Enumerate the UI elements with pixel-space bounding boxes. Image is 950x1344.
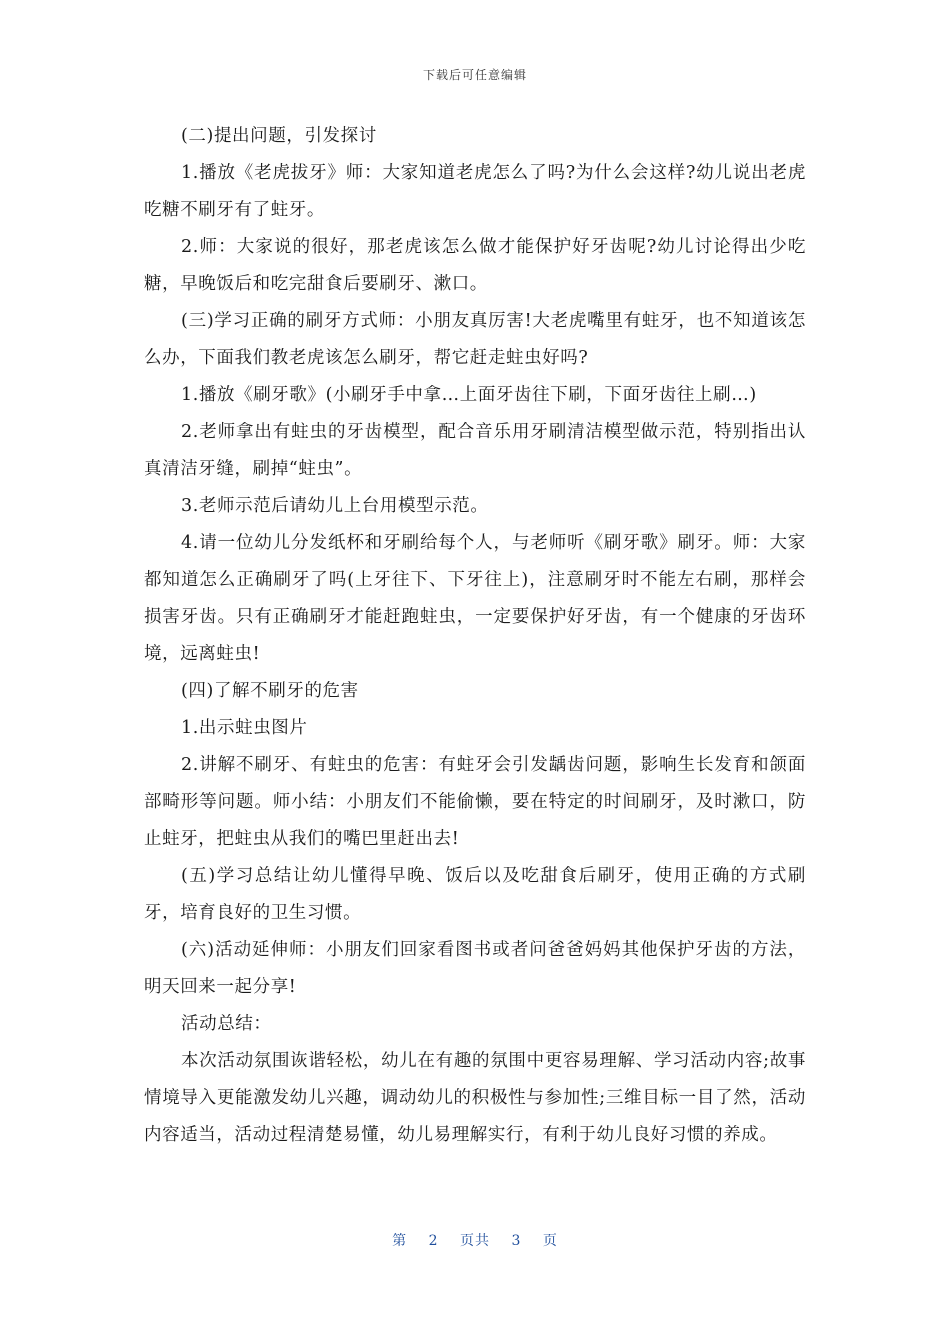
- current-page-number: 2: [428, 1233, 439, 1249]
- section-heading-5: (五)学习总结让幼儿懂得早晚、饭后以及吃甜食后刷牙，使用正确的方式刷牙，培育良好的卫生习惯。: [144, 866, 806, 923]
- footer-middle: 页共: [460, 1233, 490, 1249]
- document-body: [144, 118, 806, 1154]
- section-heading-3: (三)学习正确的刷牙方式师：小朋友真厉害!大老虎嘴里有蛀牙，也不知道该怎么办，下面我们教老虎该怎么刷牙，帮它赶走蛀虫好吗?: [144, 311, 806, 368]
- paragraph: 1.播放《刷牙歌》(小刷牙手中拿…上面牙齿往下刷，下面牙齿往上刷…): [181, 385, 757, 405]
- paragraph: 2.师：大家说的很好，那老虎该怎么做才能保护好牙齿呢?幼儿讨论得出少吃糖，早晚饭后和吃完甜食后要刷牙、漱口。: [144, 237, 806, 294]
- footer-prefix: 第: [392, 1233, 408, 1249]
- total-pages-number: 3: [511, 1233, 522, 1249]
- section-heading-6: (六)活动延伸师：小朋友们回家看图书或者问爸爸妈妈其他保护牙齿的方法，明天回来一起分享!: [144, 940, 806, 997]
- paragraph: 2.老师拿出有蛀虫的牙齿模型，配合音乐用牙刷清洁模型做示范，特别指出认真清洁牙缝，刷掉“蛀虫”。: [144, 422, 806, 479]
- paragraph: 1.播放《老虎拔牙》师：大家知道老虎怎么了吗?为什么会这样?幼儿说出老虎吃糖不刷牙有了蛀牙。: [144, 163, 806, 220]
- summary-paragraph: 本次活动氛围诙谐轻松，幼儿在有趣的氛围中更容易理解、学习活动内容;故事情境导入更能激发幼儿兴趣，调动幼儿的积极性与参加性;三维目标一目了然，活动内容适当，活动过程清楚易懂，幼儿易理解实行，有利于幼儿良好习惯的养成。: [144, 1051, 806, 1145]
- summary-heading: 活动总结：: [181, 1014, 272, 1034]
- page-number-footer: [0, 1230, 950, 1250]
- paragraph: 1.出示蛀虫图片: [181, 718, 308, 738]
- header-note: 下载后可任意编辑: [422, 68, 527, 82]
- paragraph: 2.讲解不刷牙、有蛀虫的危害：有蛀牙会引发龋齿问题，影响生长发育和颌面部畸形等问题。师小结：小朋友们不能偷懒，要在特定的时间刷牙，及时漱口，防止蛀牙，把蛀虫从我们的嘴巴里赶出去!: [144, 755, 806, 849]
- section-heading-4: (四)了解不刷牙的危害: [181, 681, 359, 701]
- paragraph: 4.请一位幼儿分发纸杯和牙刷给每个人，与老师听《刷牙歌》刷牙。师：大家都知道怎么正确刷牙了吗(上牙往下、下牙往上)，注意刷牙时不能左右刷，那样会损害牙齿。只有正确刷牙才能赶跑蛀虫，一定要保护好牙齿，有一个健康的牙齿环境，远离蛀虫!: [144, 533, 806, 664]
- paragraph: 3.老师示范后请幼儿上台用模型示范。: [181, 496, 489, 516]
- section-heading-2: (二)提出问题，引发探讨: [181, 126, 377, 146]
- footer-suffix: 页: [542, 1233, 558, 1249]
